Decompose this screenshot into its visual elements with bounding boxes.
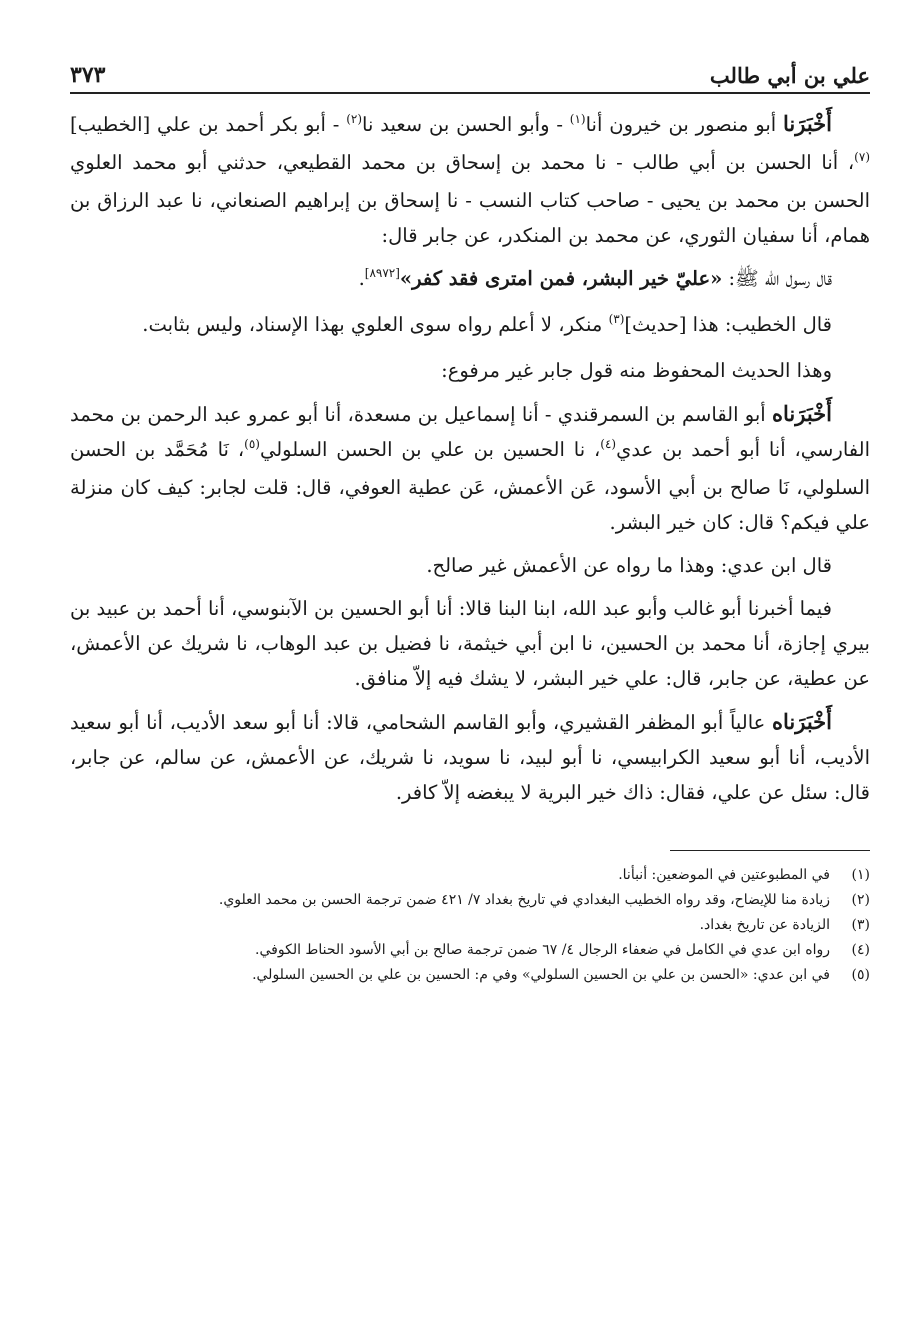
paragraph-text: ، نا الحسين بن علي بن الحسن السلولي <box>259 438 601 461</box>
paragraph-khatib <box>70 307 870 345</box>
footnote-text: رواه ابن عدي في الكامل في ضعفاء الرجال ٤/ ٦٧ ضمن ترجمة صالح بن أبي الأسود الحناط الكوفي. <box>255 942 830 958</box>
main-text <box>70 106 870 810</box>
lead-word: أَخْبَرَناه <box>772 401 832 426</box>
footnote-ref: (١) <box>569 112 586 126</box>
paragraph-text: فيما أخبرنا أبو غالب وأبو عبد الله، ابنا البنا قالا: أنا أبو الحسين بن الآبنوسي، أنا أحمد بن عبيد بن بيري إجازة، أنا محمد بن الحسين، نا ابن أبي خيثمة، نا فضيل بن عبد الوهاب، نا شريك عن الأعمش، عن عطية، عن جابر، قال: علي خير البشر، لا يشك فيه إلاّ منافق. <box>70 597 870 690</box>
book-page <box>70 40 870 988</box>
running-title: علي بن أبي طالب <box>709 63 870 88</box>
paragraph-text: ، أنا الحسن بن أبي طالب - نا محمد بن إسحاق بن محمد القطيعي، حدثني أبو محمد العلوي الحسن بن محمد بن يحيى - صاحب كتاب النسب - نا إسحاق بن إبراهيم الصنعاني، نا عبد الرزاق بن همام، أنا سفيان الثوري، عن محمد بن المنكدر، عن جابر قال: <box>70 151 870 247</box>
paragraph-text: أبو منصور بن خيرون أنا <box>585 113 784 136</box>
paragraph-isnad-1 <box>70 106 870 253</box>
footnote-text: الزيادة عن تاريخ بغداد. <box>699 917 830 933</box>
footnote-number: (٥) <box>851 967 870 983</box>
paragraph-text: ، نَا مُحَمَّد بن الحسن السلولي، نَا صالح بن أبي الأسود، عَن الأعمش، عَن عطية العوفي، قال: قلت لجابر: كيف كان منزلة علي فيكم؟ قال: كان خير البشر. <box>70 438 870 534</box>
footnote-ref: (٢) <box>346 112 363 126</box>
paragraph-text: - وأبو الحسن بن سعيد نا <box>362 113 570 136</box>
footnote-ref: (٣) <box>608 312 625 326</box>
footnote-text: في المطبوعتين في الموضعين: أنبأنا. <box>618 867 830 883</box>
paragraph-hadith <box>70 261 870 299</box>
footnote-item <box>70 888 870 913</box>
paragraph-text: قال ابن عدي: وهذا ما رواه عن الأعمش غير صالح. <box>426 554 832 577</box>
paragraph-text: عالياً أبو المظفر القشيري، وأبو القاسم الشحامي، قالا: أنا أبو سعد الأديب، أنا أبو سعيد الأديب، أنا أبو سعيد الكرابيسي، نا أبو لبيد، نا سويد، نا شريك، عن الأعمش، عن سالم، عن جابر، قال: سئل عن علي، فقال: ذاك خير البرية لا يبغضه إلاّ كافر. <box>70 711 870 804</box>
footnote-item <box>70 938 870 963</box>
footnote-ref: (٥) <box>244 437 260 451</box>
footnote-ref: (٤) <box>600 437 617 451</box>
footnote-divider <box>670 850 870 851</box>
lead-word: أَخْبَرَنا <box>783 111 832 136</box>
paragraph-text: - أبو بكر أحمد بن علي [الخطيب] <box>70 113 347 136</box>
paragraph-text: منكر، لا أعلم رواه سوى العلوي بهذا الإسناد، وليس بثابت. <box>142 313 609 336</box>
footnote-text: زيادة منا للإيضاح، وقد رواه الخطيب البغدادي في تاريخ بغداد ٧/ ٤٢١ ضمن ترجمة الحسن بن محمد العلوي. <box>218 892 830 908</box>
footnote-item <box>70 913 870 938</box>
paragraph-text: أبو القاسم بن السمرقندي - أنا إسماعيل بن مسعدة، أنا أبو عمرو عبد الرحمن بن محمد الفارسي، أنا أبو أحمد بن عدي <box>70 403 870 461</box>
running-header <box>70 40 870 94</box>
footnote-number: (٢) <box>851 892 870 908</box>
paragraph-isnad-4 <box>70 704 870 810</box>
paragraph-isnad-2 <box>70 396 870 540</box>
footnotes <box>70 863 870 988</box>
footnote-number: (٣) <box>851 917 870 933</box>
hadith-quote: «عليّ خير البشر، فمن امترى فقد كفر» <box>399 267 723 290</box>
footnote-item <box>70 863 870 888</box>
footnote-ref: (٧) <box>854 150 870 164</box>
page-number: ٣٧٣ <box>70 62 106 88</box>
footnote-number: (١) <box>851 867 870 883</box>
paragraph-text: قال الخطيب: هذا [حديث] <box>624 313 832 336</box>
paragraph-ibn-adi <box>70 548 870 583</box>
paragraph-text: . <box>358 267 365 290</box>
paragraph-mahfuz <box>70 353 870 388</box>
footnote-item <box>70 963 870 988</box>
lead-word: أَخْبَرَناه <box>772 709 832 734</box>
paragraph-isnad-3 <box>70 591 870 696</box>
paragraph-text: وهذا الحديث المحفوظ منه قول جابر غير مرفوع: <box>441 359 832 382</box>
footnote-number: (٤) <box>851 942 870 958</box>
footnote-text: في ابن عدي: «الحسن بن علي بن الحسين السلولي» وفي م: الحسين بن علي بن الحسين السلولي. <box>252 967 830 983</box>
paragraph-text: قال رسول الله ﷺ: <box>722 267 832 290</box>
hadith-number: [٨٩٧٢] <box>364 266 400 280</box>
